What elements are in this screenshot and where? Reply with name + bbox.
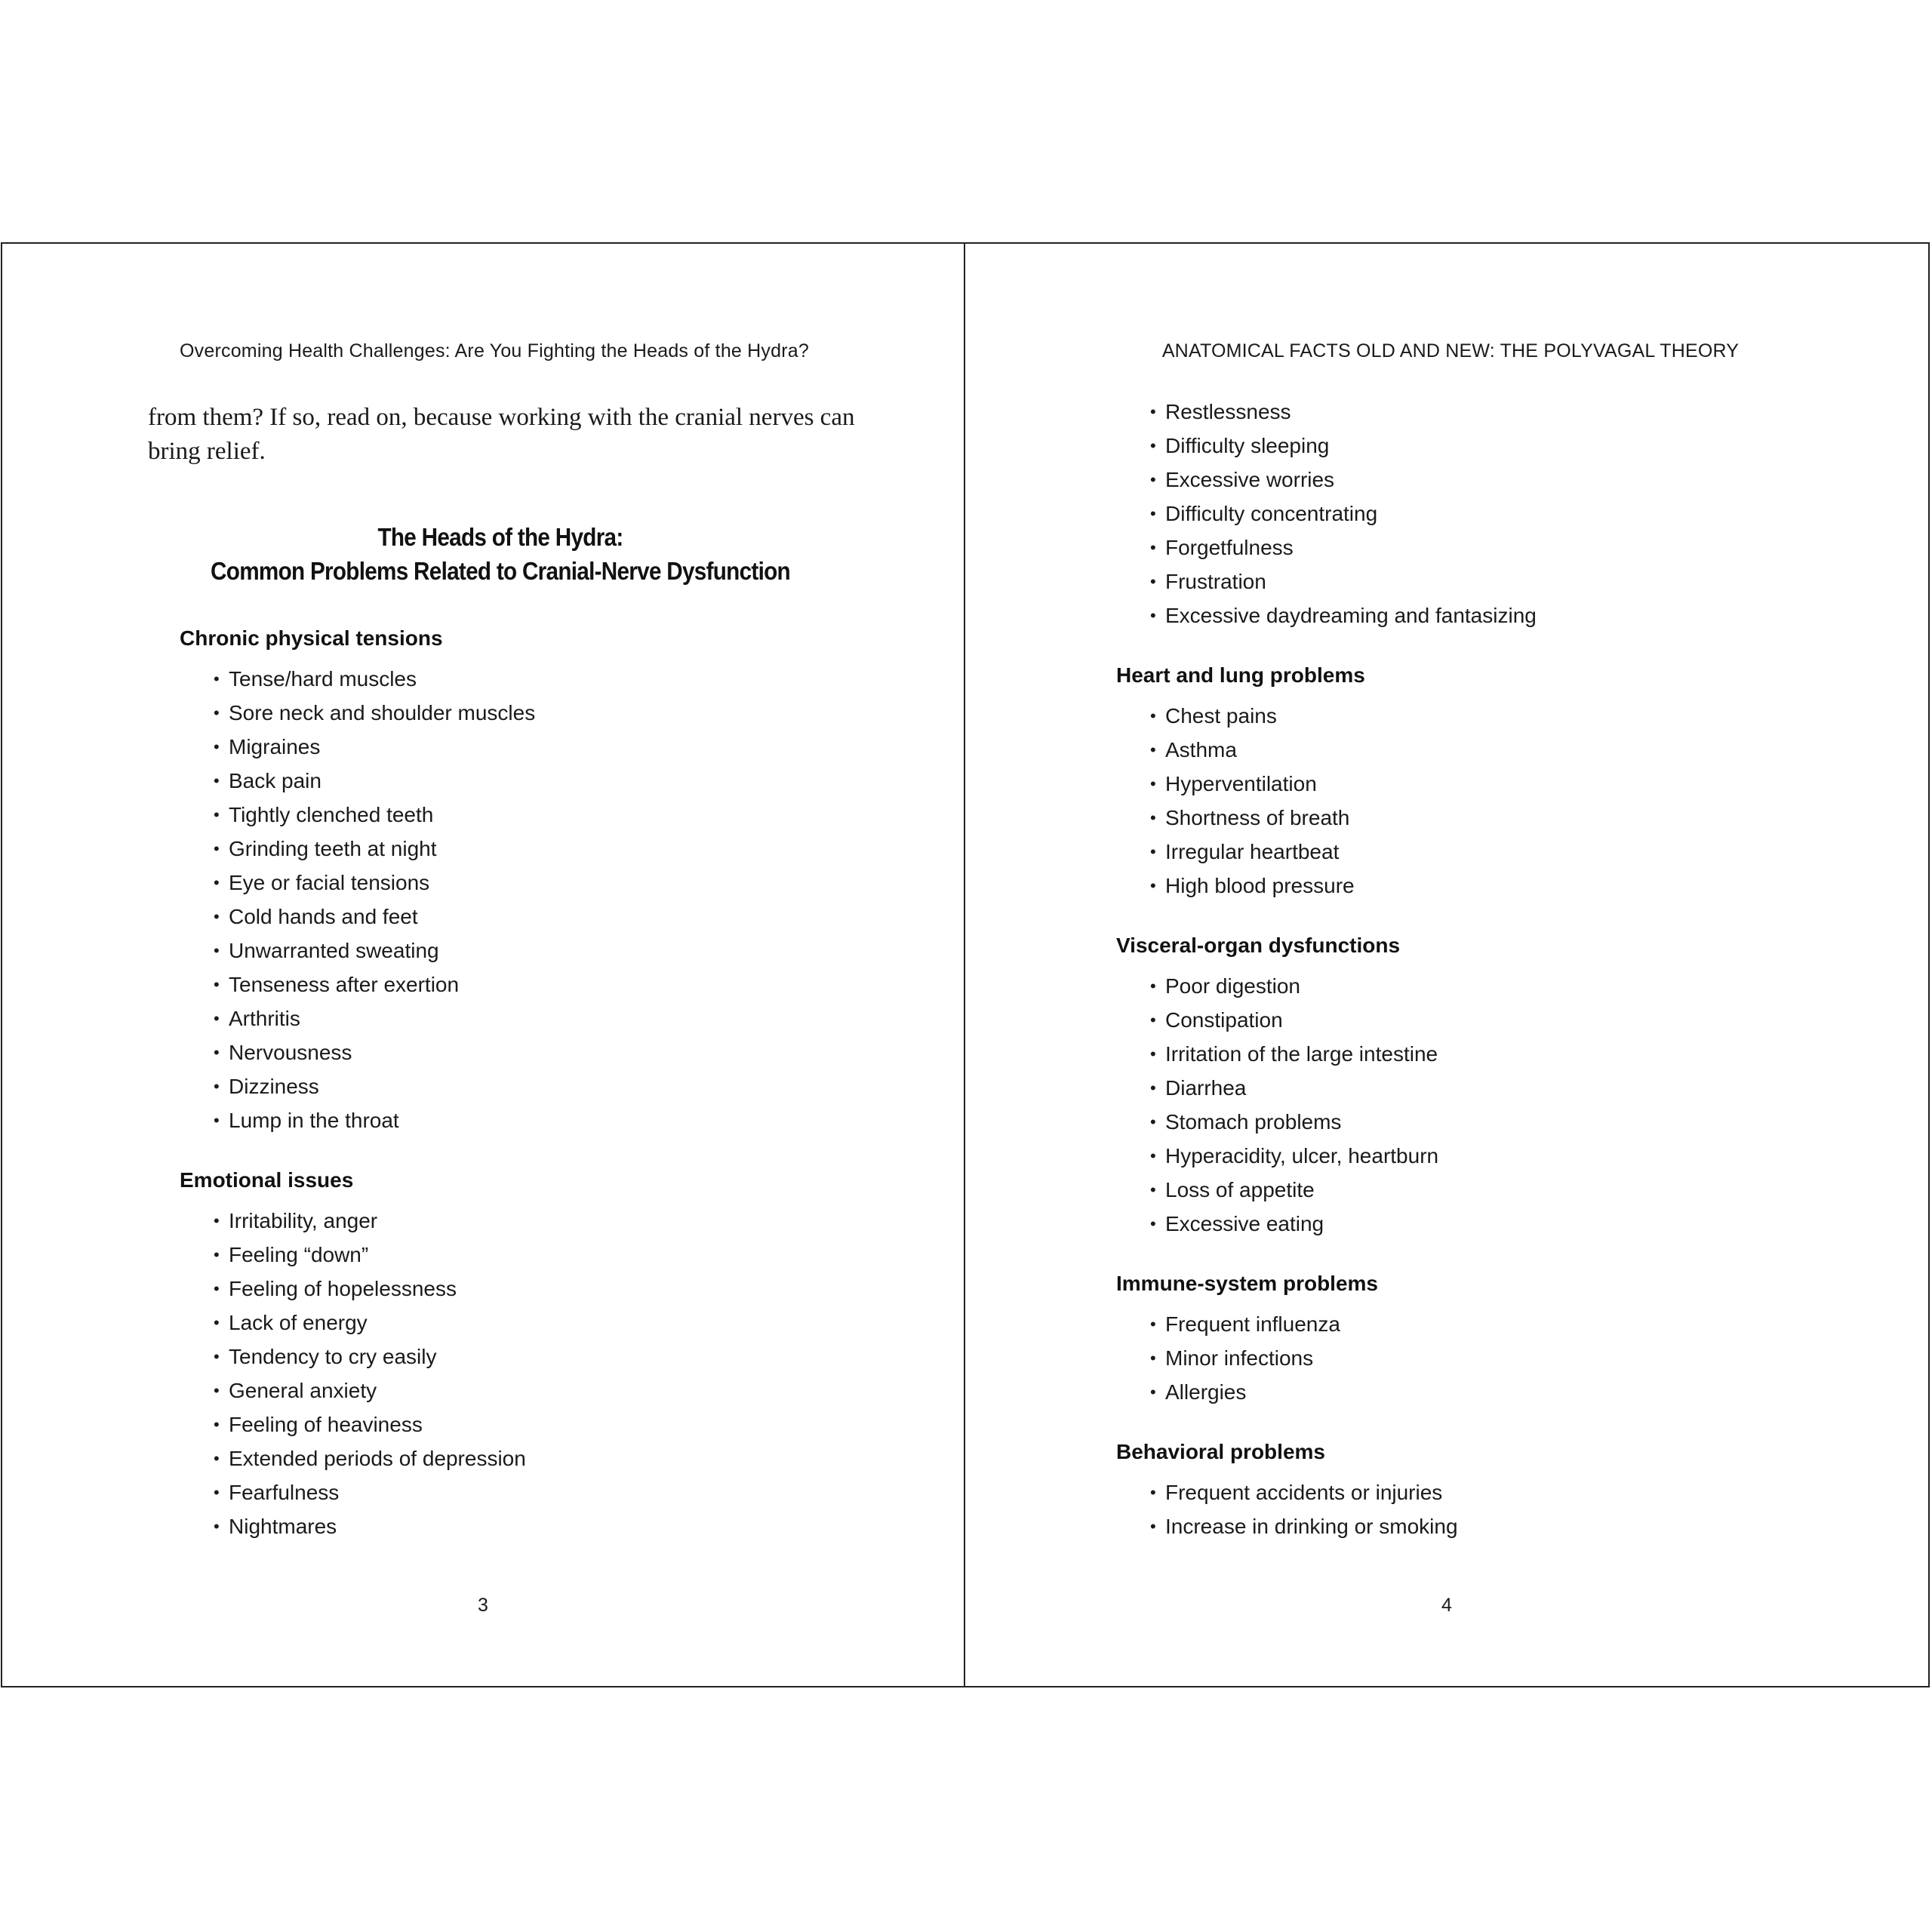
list-item: • Fearfulness	[214, 1475, 859, 1509]
section-visceral-organ-dysfunctions	[1116, 928, 1795, 1241]
section-chronic-physical-tensions	[180, 621, 859, 1137]
list-item: • Irritability, anger	[214, 1204, 859, 1238]
list-item: • Frustration	[1150, 565, 1795, 598]
running-head-left: Overcoming Health Challenges: Are You Fighting the Heads of the Hydra?	[180, 340, 809, 361]
page-number-right: 4	[1441, 1595, 1452, 1616]
right-page-content	[1116, 395, 1795, 1543]
list-item: • Tightly clenched teeth	[214, 798, 859, 832]
list-item: • Loss of appetite	[1150, 1173, 1795, 1207]
list-item: • Diarrhea	[1150, 1071, 1795, 1105]
list-item: • Sore neck and shoulder muscles	[214, 696, 859, 730]
section-heading: Behavioral problems	[1116, 1440, 1325, 1463]
bullet-list	[1116, 1307, 1795, 1409]
list-item: • Irregular heartbeat	[1150, 835, 1795, 869]
list-item: • Eye or facial tensions	[214, 866, 859, 900]
list-item: • Difficulty sleeping	[1150, 429, 1795, 463]
list-item: • Chest pains	[1150, 699, 1795, 733]
page-number-left: 3	[478, 1595, 488, 1616]
list-item: • Tense/hard muscles	[214, 662, 859, 696]
list-item: • Back pain	[214, 764, 859, 798]
bullet-list	[180, 1204, 859, 1543]
list-item: • Allergies	[1150, 1375, 1795, 1409]
bullet-list	[1116, 395, 1795, 632]
list-item: • Grinding teeth at night	[214, 832, 859, 866]
list-item: • Frequent accidents or injuries	[1150, 1475, 1795, 1509]
box-title-line-1: The Heads of the Hydra:	[377, 523, 623, 551]
list-item: • Feeling of hopelessness	[214, 1272, 859, 1306]
list-item: • Extended periods of depression	[214, 1441, 859, 1475]
section-behavioral-problems	[1116, 1435, 1795, 1543]
list-item: • Nightmares	[214, 1509, 859, 1543]
list-item: • Lack of energy	[214, 1306, 859, 1340]
list-item: • Feeling of heaviness	[214, 1407, 859, 1441]
right-page	[965, 244, 1928, 1686]
list-item: • Forgetfulness	[1150, 531, 1795, 565]
intro-paragraph: from them? If so, read on, because working with the cranial nerves can bring relief.	[148, 404, 855, 465]
list-item: • Unwarranted sweating	[214, 934, 859, 968]
list-item: • Cold hands and feet	[214, 900, 859, 934]
list-item: • Feeling “down”	[214, 1238, 859, 1272]
list-item: • Dizziness	[214, 1069, 859, 1103]
section-heading: Immune-system problems	[1116, 1272, 1378, 1295]
list-item: • Migraines	[214, 730, 859, 764]
list-item: • Increase in drinking or smoking	[1150, 1509, 1795, 1543]
bullet-list	[1116, 699, 1795, 903]
list-item: • High blood pressure	[1150, 869, 1795, 903]
list-item: • Tenseness after exertion	[214, 968, 859, 1001]
list-item: • Shortness of breath	[1150, 801, 1795, 835]
list-item: • Lump in the throat	[214, 1103, 859, 1137]
section-heart-lung-problems	[1116, 658, 1795, 903]
list-item: • Nervousness	[214, 1035, 859, 1069]
list-item: • Hyperventilation	[1150, 767, 1795, 801]
list-item: • Restlessness	[1150, 395, 1795, 429]
section-heading: Visceral-organ dysfunctions	[1116, 934, 1401, 957]
list-item: • Excessive daydreaming and fantasizing	[1150, 598, 1795, 632]
box-title	[134, 520, 867, 588]
list-item: • Minor infections	[1150, 1341, 1795, 1375]
section-emotional-issues	[180, 1163, 859, 1543]
bullet-list	[1116, 1475, 1795, 1543]
list-item: • General anxiety	[214, 1374, 859, 1407]
section-immune-system-problems	[1116, 1266, 1795, 1409]
bullet-list	[1116, 969, 1795, 1241]
list-item: • Hyperacidity, ulcer, heartburn	[1150, 1139, 1795, 1173]
list-item: • Irritation of the large intestine	[1150, 1037, 1795, 1071]
list-item: • Frequent influenza	[1150, 1307, 1795, 1341]
list-item: • Excessive worries	[1150, 463, 1795, 497]
list-item: • Constipation	[1150, 1003, 1795, 1037]
list-item: • Asthma	[1150, 733, 1795, 767]
section-heading: Chronic physical tensions	[180, 626, 443, 650]
running-head-right: ANATOMICAL FACTS OLD AND NEW: THE POLYVAGAL THEORY	[1161, 340, 1740, 361]
section-heading: Emotional issues	[180, 1168, 354, 1192]
list-item: • Excessive eating	[1150, 1207, 1795, 1241]
list-item: • Poor digestion	[1150, 969, 1795, 1003]
left-page-content	[180, 621, 859, 1543]
bullet-list	[180, 662, 859, 1137]
list-item: • Stomach problems	[1150, 1105, 1795, 1139]
box-title-line-2: Common Problems Related to Cranial-Nerve Dysfunction	[211, 557, 790, 585]
list-item: • Arthritis	[214, 1001, 859, 1035]
section-continued-items	[1116, 395, 1795, 632]
section-heading: Heart and lung problems	[1116, 663, 1365, 687]
book-spread	[1, 242, 1930, 1687]
left-page	[2, 244, 965, 1686]
list-item: • Difficulty concentrating	[1150, 497, 1795, 531]
list-item: • Tendency to cry easily	[214, 1340, 859, 1374]
